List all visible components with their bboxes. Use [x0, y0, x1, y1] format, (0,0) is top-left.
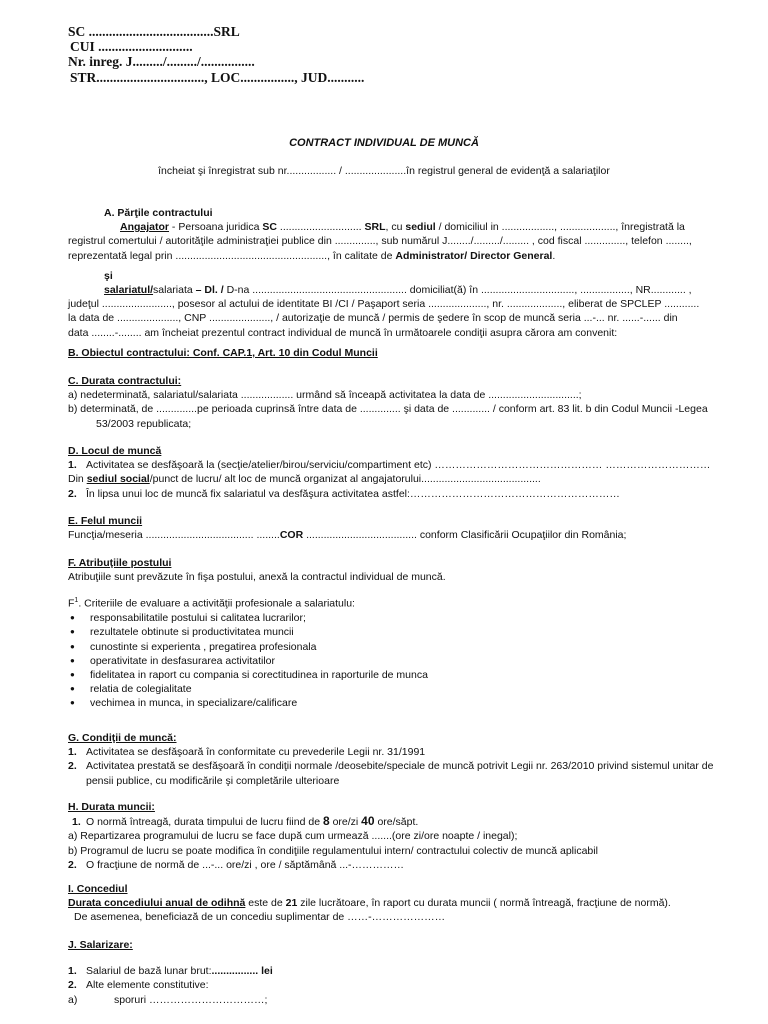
- section-d-line-2: Din sediul social/punct de lucru/ alt loc de muncă organizat al angajatorului.........................................: [68, 473, 541, 486]
- section-h-line-b: b) Programul de lucru se poate modifica în condiţiile regulamentului intern/ contractului colectiv de muncă aplicabil: [68, 844, 598, 857]
- section-a-line-7: data ........-........ am încheiat prezentul contract individual de muncă în următoarele condiţii asupra cărora am convenit:: [68, 326, 618, 339]
- section-c-line-b2: 53/2003 republicata;: [96, 417, 192, 430]
- criteria-item: ● rezultatele obtinute si productivitatea muncii: [68, 625, 760, 639]
- document-subtitle: încheiat şi înregistrat sub nr................. / .....................în registrul general de evidenţă a salariaţilor: [158, 165, 610, 177]
- section-d: [68, 444, 760, 501]
- section-a-and: şi: [104, 269, 113, 282]
- document-title: CONTRACT INDIVIDUAL DE MUNCĂ: [289, 137, 479, 149]
- section-a-line-1: Angajator - Persoana juridica SC ............................ SRL, cu sediul / domiciliul in .................., ..................., înregistrată la: [120, 221, 685, 234]
- section-a-heading: A. Părţile contractului: [104, 207, 213, 219]
- section-b: [68, 346, 760, 360]
- section-a-line-5: judeţul ........................, posesor al actului de identitate BI /CI / Paşaport seria ...................., nr. ..................., eliberat de SPCLEP ............: [68, 298, 700, 311]
- company-sc-line: SC .....................................SRL: [68, 24, 240, 39]
- section-f-heading: F. Atribuţiile postului: [68, 557, 172, 569]
- company-cui-line: CUI ............................: [70, 39, 193, 55]
- section-a-line-3: reprezentată legal prin ...................................................., în calitate de Administrator/ Director General.: [68, 249, 556, 262]
- section-g-line-2b: pensii publice, cu modificările şi completările ulterioare: [86, 774, 340, 787]
- section-d-line-1: 1. Activitatea se desfăşoară la (secţie/atelier/birou/serviciu/compartiment etc) ………………………………………… …………………………: [68, 459, 711, 472]
- section-e-heading: E. Felul muncii: [68, 515, 143, 527]
- criteria-item: ● vechimea in munca, in specializare/calificare: [68, 696, 760, 710]
- section-a-line-6: la data de ....................., CNP ....................., / autorizaţie de muncă / permis de şedere în scop de muncă seria ...-... nr. ......-...... din: [68, 312, 678, 325]
- criteria-item: ● relatia de colegialitate: [68, 682, 760, 696]
- section-f1-intro: $F^1$. Criteriile de evaluare a activităţii profesionale a salariatulu:: [68, 597, 355, 610]
- section-j-line-2: 2. Alte elemente constitutive:: [68, 979, 209, 992]
- criteria-item: ● fidelitatea in raport cu compania si corectitudinea in raporturile de munca: [68, 668, 760, 682]
- criteria-item: ● operativitate in desfasurarea activitatilor: [68, 654, 760, 668]
- section-h-line-1: 1. O normă întreagă, durata timpului de lucru fiind de 8 ore/zi 40 ore/săpt.: [72, 814, 419, 829]
- section-a-line-2: registrul comertului / autorităţile administraţiei publice din .............., sub numărul J......../........./......... , cod fiscal .............., telefon ........,: [68, 235, 692, 248]
- section-d-heading: D. Locul de muncă: [68, 445, 162, 457]
- section-h: [68, 800, 760, 872]
- section-c-line-a: a) nedeterminată, salariatul/salariata .................. urmând să înceapă activitatea la data de ...............................;: [68, 389, 582, 402]
- section-d-line-3: 2. În lipsa unui loc de muncă fix salariatul va desfăşura activitatea astfel:……………………………………………………: [68, 487, 620, 500]
- section-h-line-2: 2. O fracţiune de normă de ...-... ore/zi , ore / săptămână ...-……………: [68, 858, 405, 871]
- company-address-line: STR................................, LOC................, JUD...........: [70, 69, 365, 85]
- section-i-heading: I. Concediul: [68, 883, 128, 895]
- section-g-heading: G. Condiţii de muncă:: [68, 732, 177, 744]
- section-j: [68, 938, 760, 1007]
- section-i-line-2: De asemenea, beneficiază de un concediu suplimentar de ……-…………………: [74, 911, 446, 924]
- section-a-line-4: salariatul/salariata – Dl. / D-na ..................................................... domiciliat(ă) în ................................, ................., NR............ ,: [104, 284, 692, 297]
- section-g-line-1: 1. Activitatea se desfăşoară în conformitate cu prevederile Legii nr. 31/1991: [68, 746, 426, 759]
- section-f-line-1: Atribuţiile sunt prevăzute în fişa postului, anexă la contractul individual de muncă.: [68, 571, 446, 584]
- section-j-line-1: 1. Salariul de bază lunar brut:................ lei: [68, 965, 273, 978]
- section-f: [68, 556, 760, 711]
- section-c: [68, 374, 760, 431]
- section-g: [68, 731, 760, 788]
- section-g-line-2: 2. Activitatea prestată se desfăşoară în condiţii normale /deosebite/speciale de muncă potrivit Legii nr. 263/2010 privind sistemul unitar de: [68, 760, 714, 773]
- criteria-item: ● responsabilitatile postului si calitatea lucrarilor;: [68, 611, 760, 625]
- section-i: [68, 882, 760, 925]
- section-a: [68, 206, 760, 340]
- company-header: [68, 24, 364, 85]
- section-h-line-a: a) Repartizarea programului de lucru se face după cum urmează .......(ore zi/ore noapte / inegal);: [68, 830, 518, 843]
- section-h-heading: H. Durata muncii:: [68, 801, 155, 813]
- section-i-line-1: Durata concediului anual de odihnă este de 21 zile lucrătoare, în raport cu durata muncii ( normă întreagă, fracţiune de normă).: [68, 897, 671, 910]
- company-registration-line: Nr. inreg. J........./........./................: [68, 54, 255, 70]
- criteria-item: ● cunostinte si experienta , pregatirea profesionala: [68, 640, 760, 654]
- section-c-heading: C. Durata contractului:: [68, 375, 182, 387]
- section-c-line-b1: b) determinată, de ..............pe perioada cuprinsă între data de .............. şi data de ............. / conform art. 83 lit. b din Codul Muncii -Legea: [68, 403, 708, 416]
- section-e-line-1: Funcţia/meseria ..................................... ........COR ...................................... conform Clasificării Ocupaţiilor din România;: [68, 529, 627, 542]
- section-j-heading: J. Salarizare:: [68, 939, 133, 951]
- section-b-heading: B. Obiectul contractului: Conf. CAP.1, Art. 10 din Codul Muncii: [68, 347, 378, 359]
- section-e: [68, 514, 760, 542]
- section-j-line-a: a) sporuri ……………………………;: [68, 993, 268, 1006]
